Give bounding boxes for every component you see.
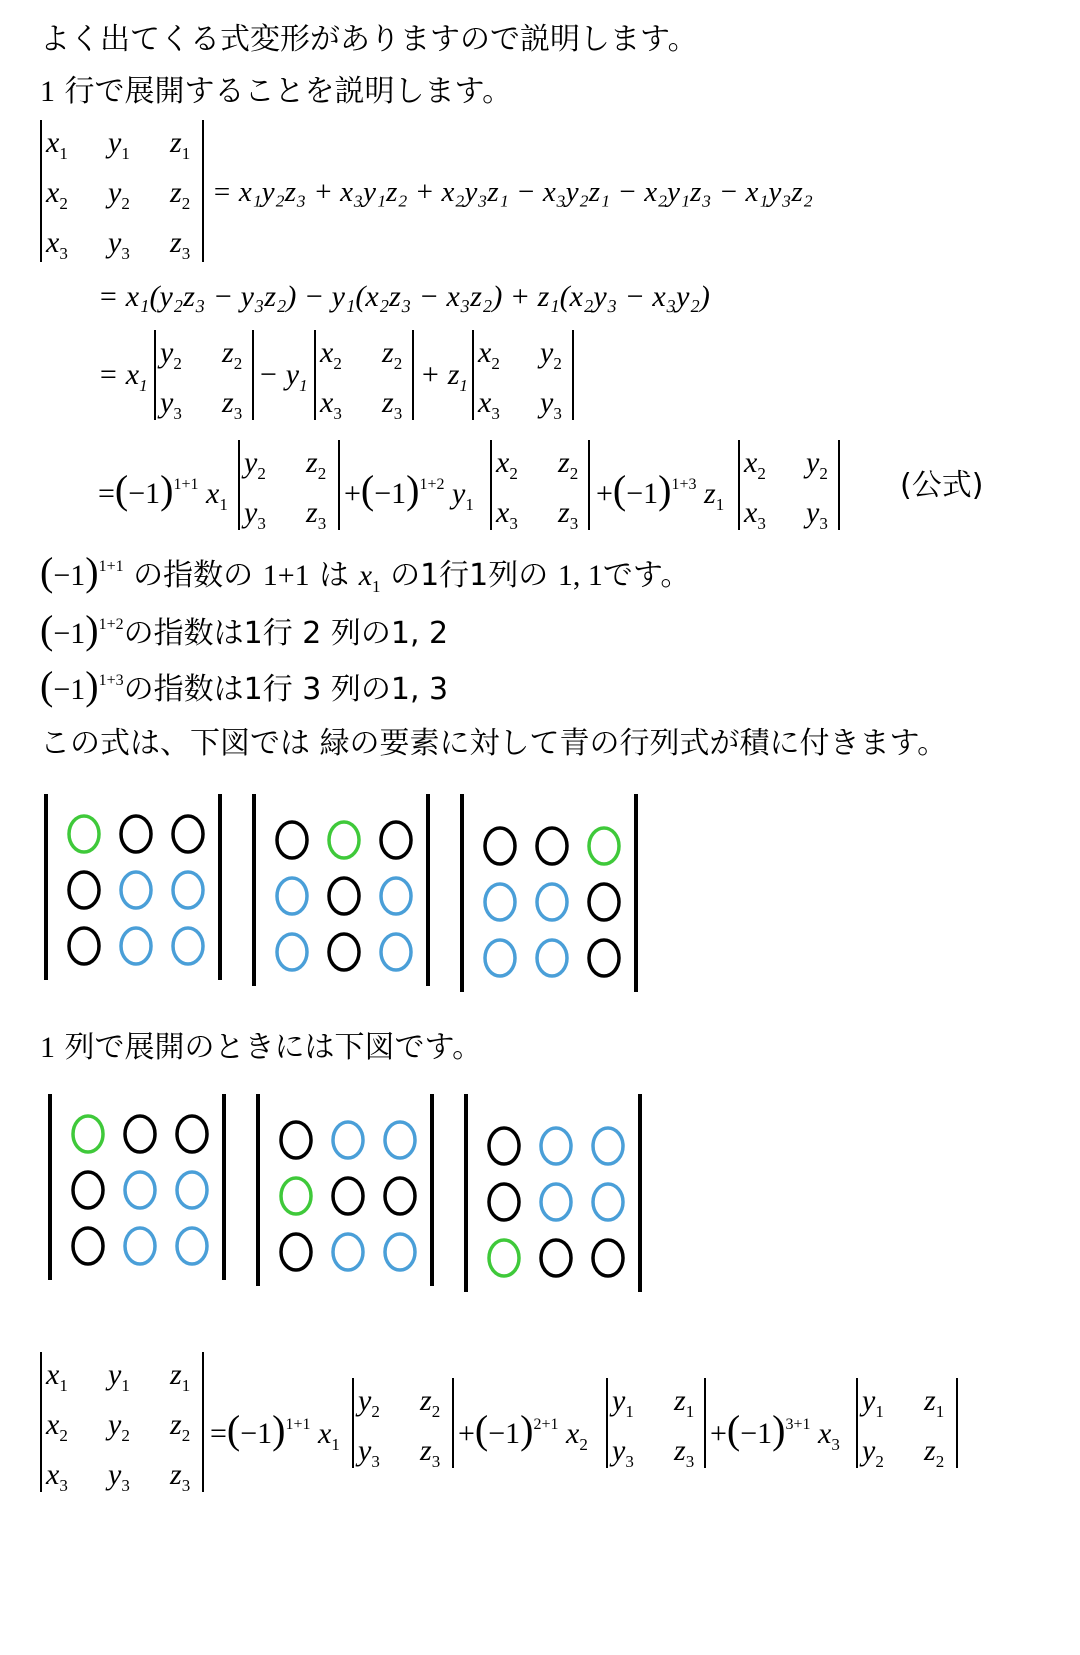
cell-z3: $z_3$ bbox=[170, 226, 191, 263]
column-expansion-line: 1 列で展開のときには下図です。 bbox=[40, 1030, 483, 1065]
formula-label: (公式) bbox=[900, 468, 984, 503]
black-element-circle bbox=[281, 1234, 311, 1270]
blue-element-circle bbox=[537, 940, 567, 976]
green-element-circle bbox=[73, 1116, 103, 1152]
blue-element-circle bbox=[541, 1184, 571, 1220]
black-element-circle bbox=[593, 1240, 623, 1276]
blue-element-circle bbox=[593, 1128, 623, 1164]
cell-y1: $y_1$ bbox=[108, 126, 130, 163]
sarrus-expansion: = x₁y₂z₃ + x₃y₁z₂ + x₂y₃z₁ − x₃y₂z₁ − x₂y₁z₃ − x₁y₃z₂ bbox=[212, 176, 813, 208]
explanation-line: この式は、下図では 緑の要素に対して青の行列式が積に付きます。 bbox=[40, 726, 948, 761]
cell-x3: $x_3$ bbox=[46, 226, 68, 263]
blue-element-circle bbox=[485, 940, 515, 976]
exponent-1-2-line: $(-1)^{1+2}$の指数は1行 2 列の1, 2 bbox=[40, 607, 449, 652]
cell-y2: $y_2$ bbox=[108, 176, 130, 213]
blue-element-circle bbox=[385, 1234, 415, 1270]
intro-line: よく出てくる式変形がありますので説明します。 bbox=[40, 22, 698, 57]
black-element-circle bbox=[537, 828, 567, 864]
blue-element-circle bbox=[173, 928, 203, 964]
cell-z1: $z_1$ bbox=[170, 126, 191, 163]
black-element-circle bbox=[277, 822, 307, 858]
blue-element-circle bbox=[381, 878, 411, 914]
blue-element-circle bbox=[121, 928, 151, 964]
black-element-circle bbox=[329, 934, 359, 970]
black-element-circle bbox=[177, 1116, 207, 1152]
blue-element-circle bbox=[277, 878, 307, 914]
exponent-1-3-line: $(-1)^{1+3}$の指数は1行 3 列の1, 3 bbox=[40, 663, 449, 708]
black-element-circle bbox=[489, 1184, 519, 1220]
black-element-circle bbox=[381, 822, 411, 858]
blue-element-circle bbox=[385, 1122, 415, 1158]
row-expansion-line bbox=[40, 66, 512, 110]
blue-element-circle bbox=[277, 934, 307, 970]
blue-element-circle bbox=[173, 872, 203, 908]
blue-element-circle bbox=[537, 884, 567, 920]
exponent-1-1-line: $(-1)^{1+1}$ の指数の 1+1 は $x_1$ の1行1列の 1, 1です。 bbox=[40, 549, 691, 596]
black-element-circle bbox=[485, 828, 515, 864]
black-element-circle bbox=[333, 1178, 363, 1214]
blue-element-circle bbox=[333, 1234, 363, 1270]
black-element-circle bbox=[541, 1240, 571, 1276]
black-element-circle bbox=[69, 872, 99, 908]
row-number: 1 bbox=[40, 75, 55, 108]
blue-element-circle bbox=[121, 872, 151, 908]
blue-element-circle bbox=[177, 1172, 207, 1208]
cell-y3: $y_3$ bbox=[108, 226, 130, 263]
black-element-circle bbox=[589, 884, 619, 920]
black-element-circle bbox=[173, 816, 203, 852]
blue-element-circle bbox=[593, 1184, 623, 1220]
black-element-circle bbox=[329, 878, 359, 914]
black-element-circle bbox=[385, 1178, 415, 1214]
black-element-circle bbox=[69, 928, 99, 964]
blue-element-circle bbox=[485, 884, 515, 920]
black-element-circle bbox=[489, 1128, 519, 1164]
green-element-circle bbox=[589, 828, 619, 864]
row-expansion-text: 行で展開することを説明します。 bbox=[55, 74, 513, 109]
black-element-circle bbox=[121, 816, 151, 852]
black-element-circle bbox=[73, 1172, 103, 1208]
blue-element-circle bbox=[177, 1228, 207, 1264]
blue-element-circle bbox=[541, 1128, 571, 1164]
cell-x1: $x_1$ bbox=[46, 126, 68, 163]
blue-element-circle bbox=[125, 1228, 155, 1264]
blue-element-circle bbox=[125, 1172, 155, 1208]
black-element-circle bbox=[73, 1228, 103, 1264]
blue-element-circle bbox=[381, 934, 411, 970]
row-expansion-diagram bbox=[40, 790, 660, 1000]
factored-expansion: = x₁(y₂z₃ − y₃z₂) − y₁(x₂z₃ − x₃z₂) + z₁(x₂y₃ − x₃y₂) bbox=[98, 280, 710, 313]
black-element-circle bbox=[589, 940, 619, 976]
black-element-circle bbox=[281, 1122, 311, 1158]
blue-element-circle bbox=[333, 1122, 363, 1158]
column-expansion-diagram bbox=[44, 1090, 664, 1295]
green-element-circle bbox=[489, 1240, 519, 1276]
green-element-circle bbox=[329, 822, 359, 858]
cell-x2: $x_2$ bbox=[46, 176, 68, 213]
green-element-circle bbox=[281, 1178, 311, 1214]
green-element-circle bbox=[69, 816, 99, 852]
black-element-circle bbox=[125, 1116, 155, 1152]
cell-z2: $z_2$ bbox=[170, 176, 191, 213]
